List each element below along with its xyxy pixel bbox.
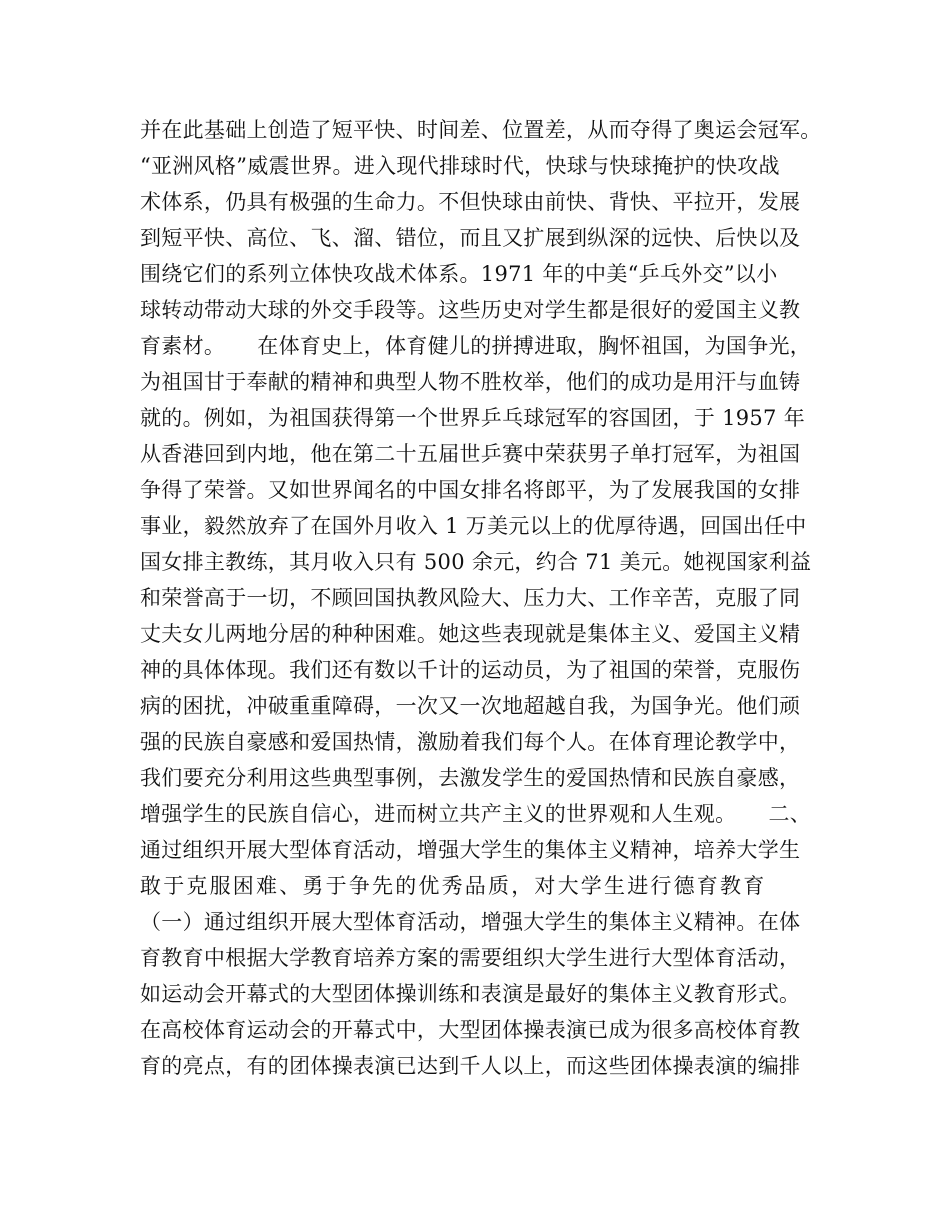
text-line: 神的具体体现。我们还有数以千计的运动员，为了祖国的荣誉，克服伤 xyxy=(140,658,801,682)
text-line: 到短平快、高位、飞、溜、错位，而且又扩展到纵深的远快、后快以及 xyxy=(140,226,801,250)
text-line: 敢于克服困难、勇于争先的优秀品质，对大学生进行德育教育 xyxy=(140,874,767,898)
text-line: 增强学生的民族自信心，进而树立共产主义的世界观和人生观。 二、 xyxy=(140,802,812,826)
text-line: 术体系，仍具有极强的生命力。不但快球由前快、背快、平拉开，发展 xyxy=(140,190,801,214)
text-line: “亚洲风格”威震世界。进入现代排球时代，快球与快球掩护的快攻战 xyxy=(140,154,780,178)
text-line: 强的民族自豪感和爱国热情，激励着我们每个人。在体育理论教学中， xyxy=(140,730,801,754)
text-line: 争得了荣誉。又如世界闻名的中国女排名将郎平，为了发展我国的女排 xyxy=(140,478,801,502)
text-line: 病的困扰，冲破重重障碍，一次又一次地超越自我，为国争光。他们顽 xyxy=(140,694,801,718)
text-line: 国女排主教练，其月收入只有 500 余元，约合 71 美元。她视国家利益 xyxy=(140,550,812,574)
text-line: 丈夫女儿两地分居的种种困难。她这些表现就是集体主义、爱国主义精 xyxy=(140,622,801,646)
text-line: 在高校体育运动会的开幕式中，大型团体操表演已成为很多高校体育教 xyxy=(140,1018,801,1042)
text-line: 从香港回到内地，他在第二十五届世乒赛中荣获男子单打冠军，为祖国 xyxy=(140,442,801,466)
text-line: 育的亮点，有的团体操表演已达到千人以上，而这些团体操表演的编排 xyxy=(140,1054,801,1078)
text-line: （一）通过组织开展大型体育活动，增强大学生的集体主义精神。在体 xyxy=(140,910,801,934)
text-line: 育教育中根据大学教育培养方案的需要组织大学生进行大型体育活动， xyxy=(140,946,801,970)
text-line: 和荣誉高于一切，不顾回国执教风险大、压力大、工作辛苦，克服了同 xyxy=(140,586,801,610)
text-line: 事业，毅然放弃了在国外月收入 1 万美元以上的优厚待遇，回国出任中 xyxy=(140,514,807,538)
text-line: 并在此基础上创造了短平快、时间差、位置差，从而夺得了奥运会冠军。 xyxy=(140,118,822,142)
text-line: 为祖国甘于奉献的精神和典型人物不胜枚举，他们的成功是用汗与血铸 xyxy=(140,370,801,394)
text-line: 就的。例如，为祖国获得第一个世界乒乓球冠军的容国团，于 1957 年 xyxy=(140,406,805,430)
text-line: 育素材。 在体育史上，体育健儿的拼搏进取，胸怀祖国，为国争光， xyxy=(140,334,812,358)
text-line: 通过组织开展大型体育活动，增强大学生的集体主义精神，培养大学生 xyxy=(140,838,801,862)
document-page xyxy=(140,0,830,1230)
text-line: 如运动会开幕式的大型团体操训练和表演是最好的集体主义教育形式。 xyxy=(140,982,801,1006)
text-line: 围绕它们的系列立体快攻战术体系。1971 年的中美“乒乓外交”以小 xyxy=(140,262,778,286)
text-line: 球转动带动大球的外交手段等。这些历史对学生都是很好的爱国主义教 xyxy=(140,298,801,322)
text-line: 我们要充分利用这些典型事例，去激发学生的爱国热情和民族自豪感， xyxy=(140,766,801,790)
